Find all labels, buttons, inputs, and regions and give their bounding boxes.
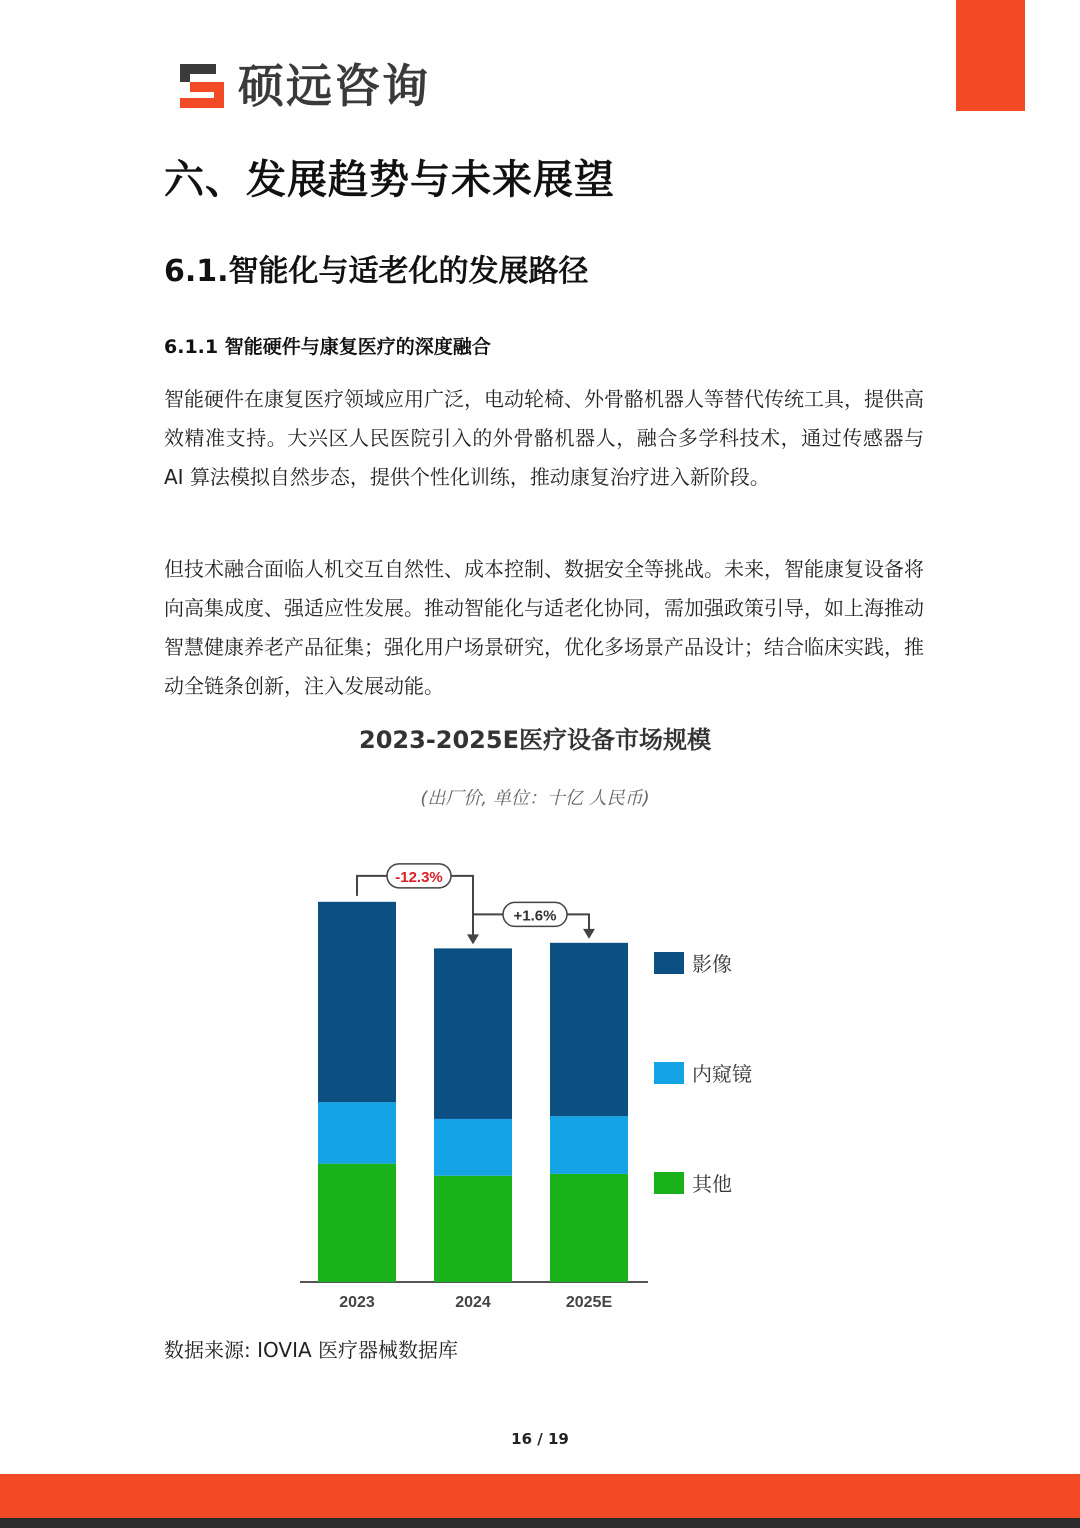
- footer-dark-strip: [0, 1518, 1080, 1528]
- change-arrowhead-1: [583, 929, 595, 939]
- stacked-bar-chart: [290, 830, 780, 1315]
- x-tick-label-2023: 2023: [339, 1294, 375, 1311]
- bar-2024-series-0: [434, 1176, 512, 1282]
- brand-logo-icon: [176, 60, 228, 112]
- bar-2025E-series-1: [550, 1116, 628, 1174]
- legend-label-2: 其他: [692, 1172, 732, 1196]
- chart-title: 2023-2025E医疗设备市场规模: [359, 726, 711, 754]
- bar-2024-series-2: [434, 948, 512, 1119]
- bar-2024-series-1: [434, 1119, 512, 1176]
- legend-label-0: 影像: [692, 952, 732, 976]
- legend-swatch-1: [654, 1062, 684, 1084]
- section-title: 6.1.智能化与适老化的发展路径: [164, 254, 589, 289]
- brand-name: 硕远咨询: [238, 59, 430, 113]
- legend-swatch-0: [654, 952, 684, 974]
- bar-2025E-series-0: [550, 1174, 628, 1282]
- footer-accent-bar: [0, 1474, 1080, 1518]
- body-paragraph-2: 但技术融合面临人机交互自然性、成本控制、数据安全等挑战。未来，智能康复设备将向高集成度、强适应性发展。推动智能化与适老化协同，需加强政策引导，如上海推动智慧健康养老产品征集；强化用户场景研究，优化多场景产品设计；结合临床实践，推动全链条创新，注入发展动能。: [164, 557, 924, 698]
- legend-label-1: 内窥镜: [692, 1062, 752, 1086]
- bar-2023-series-0: [318, 1164, 396, 1282]
- brand-header: [176, 58, 430, 114]
- change-label-0: -12.3%: [395, 868, 443, 886]
- chapter-title: 六、发展趋势与未来展望: [164, 157, 615, 203]
- page-number: 16 / 19: [511, 1430, 569, 1448]
- change-label-1: +1.6%: [513, 907, 557, 925]
- bar-2023-series-2: [318, 902, 396, 1102]
- subsection-title: 6.1.1 智能硬件与康复医疗的深度融合: [164, 336, 491, 358]
- legend-swatch-2: [654, 1172, 684, 1194]
- data-source-note: 数据来源: IOVIA 医疗器械数据库: [164, 1338, 459, 1362]
- body-paragraph-1: 智能硬件在康复医疗领域应用广泛，电动轮椅、外骨骼机器人等替代传统工具，提供高效精准支持。大兴区人民医院引入的外骨骼机器人，融合多学科技术，通过传感器与 AI 算法模拟自然步态，提供个性化训练，推动康复治疗进入新阶段。: [164, 387, 924, 489]
- bar-2023-series-1: [318, 1102, 396, 1164]
- x-tick-label-2025E: 2025E: [565, 1294, 613, 1311]
- top-accent-bar: [956, 0, 1025, 111]
- chart-subtitle: (出厂价, 单位：十亿 人民币): [420, 788, 650, 809]
- bar-2025E-series-2: [550, 943, 628, 1116]
- x-tick-label-2024: 2024: [455, 1294, 491, 1311]
